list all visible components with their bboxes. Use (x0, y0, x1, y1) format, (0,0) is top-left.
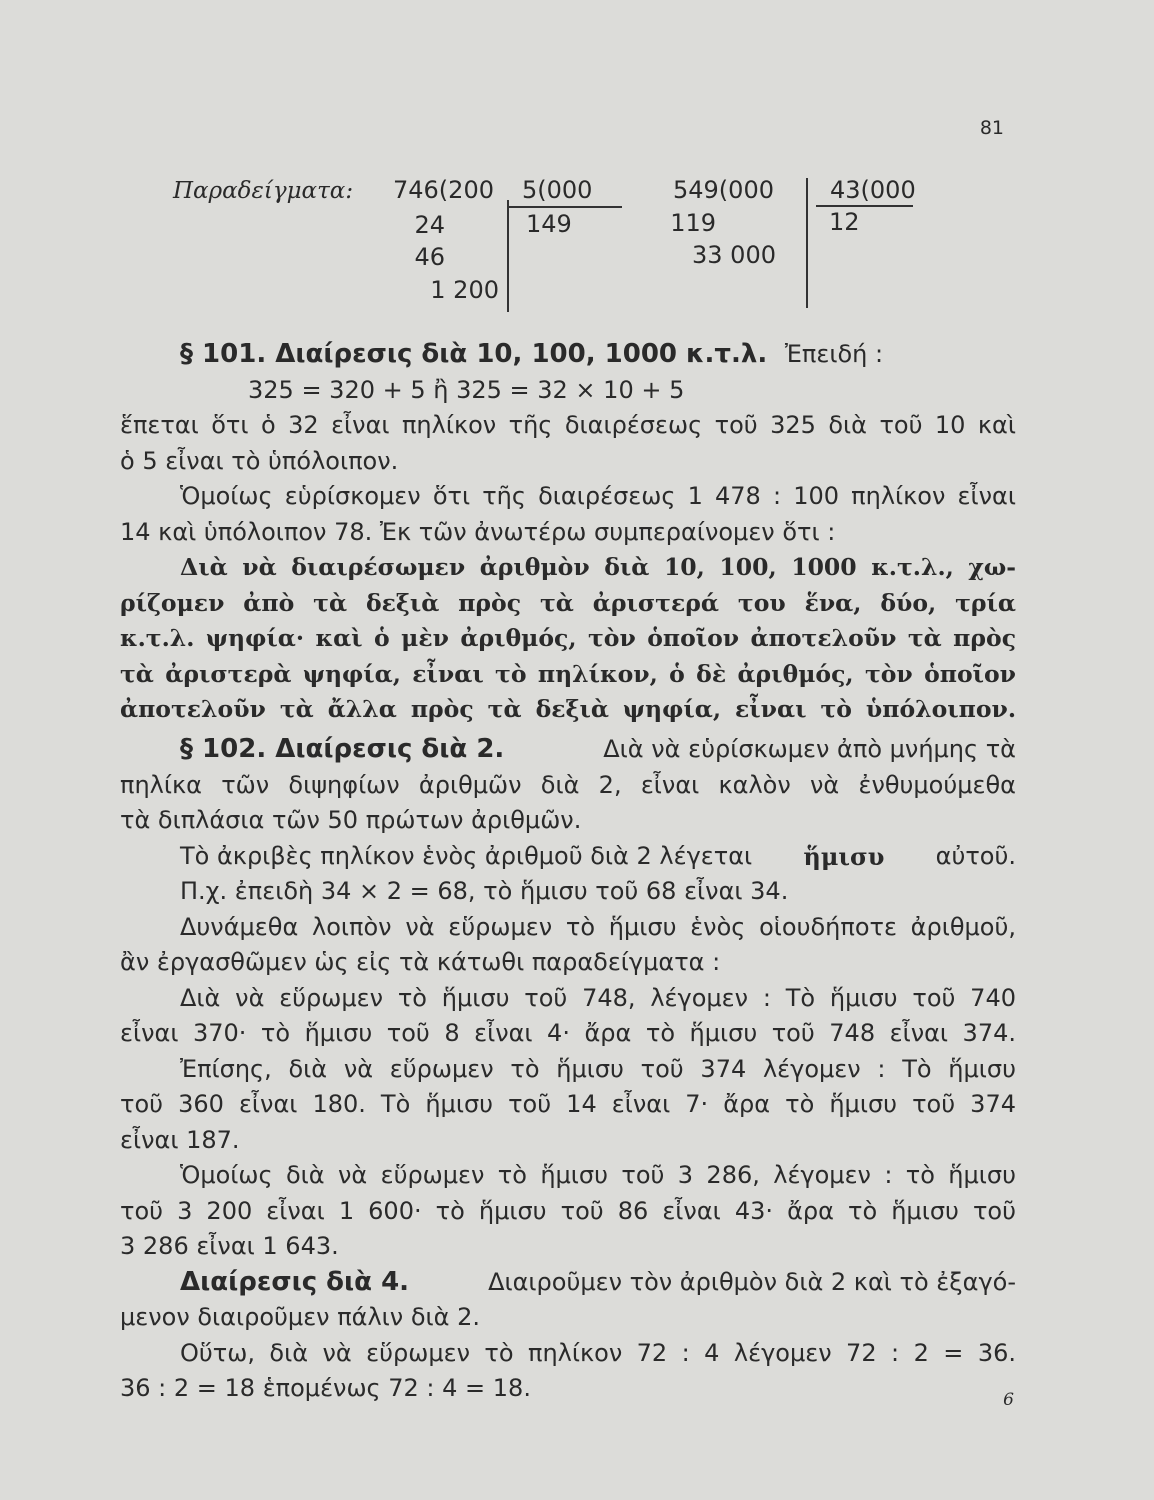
sec101-heading-tail: Ἐπειδή : (784, 340, 884, 368)
ex2-divisor: 43(000 (830, 176, 916, 204)
ex1-quotient: 149 (526, 210, 572, 238)
sec101-p1-line2: ὁ 5 εἶναι τὸ ὑπόλοιπον. (120, 446, 399, 475)
sec101-rule-line1: Διὰ νὰ διαιρέσωμεν ἀριθμὸν διὰ 10, 100, 1000 κ.τ.λ., χω- (180, 553, 1016, 581)
sec102-p3: Π.χ. ἐπειδὴ 34 × 2 = 68, τὸ ἥμισυ τοῦ 68 εἶναι 34. (180, 877, 789, 905)
ex2-divider-vertical (806, 178, 808, 308)
ex1-divider-vertical (507, 200, 509, 312)
sec102-intro-line3: τὰ διπλάσια τῶν 50 πρώτων ἀριθμῶν. (120, 806, 582, 834)
sec102-heading-line (120, 732, 1016, 768)
ex1-divider-horizontal (507, 206, 622, 208)
sec102-sub4-heading: Διαίρεσις διὰ 4. (180, 1266, 410, 1297)
ex1-step-2: 46 (414, 243, 445, 271)
ex2-step-2: 33 000 (692, 241, 776, 269)
sec102-p2-pre: Τὸ ἀκριβὲς πηλίκον ἑνὸς ἀριθμοῦ διὰ 2 λέγεται (180, 841, 753, 870)
sec102-p6-line3: εἶναι 187. (120, 1125, 240, 1154)
sec102-p4-line1: Δυνάμεθα λοιπὸν νὰ εὕρωμεν τὸ ἥμισυ ἑνὸς οἱουδήποτε ἀριθμοῦ, (180, 912, 1016, 941)
ex2-step-1: 119 (670, 209, 716, 237)
sec101-p2-line2: 14 καὶ ὑπόλοιπον 78. Ἐκ τῶν ἀνωτέρω συμπεραίνομεν ὅτι : (120, 517, 836, 546)
ex1-step-3: 1 200 (430, 276, 499, 304)
sec102-p2-post: αὐτοῦ. (935, 841, 1016, 870)
sec102-p9-line2: 36 : 2 = 18 ἑπομένως 72 : 4 = 18. (120, 1374, 531, 1402)
sec102-p9-line1: Οὕτω, διὰ νὰ εὕρωμεν τὸ πηλίκον 72 : 4 λέγομεν 72 : 2 = 36. (180, 1338, 1016, 1367)
sec102-p5-line2: εἶναι 370· τὸ ἥμισυ τοῦ 8 εἶναι 4· ἄρα τὸ ἥμισυ τοῦ 748 εἶναι 374. (120, 1019, 1016, 1047)
sec102-p2 (120, 839, 1016, 875)
sec102-p7-line2: τοῦ 3 200 εἶναι 1 600· τὸ ἥμισυ τοῦ 86 εἶναι 43· ἄρα τὸ ἥμισυ τοῦ (120, 1196, 1016, 1225)
ex2-quotient: 12 (829, 208, 860, 236)
sec101-equation: 325 = 320 + 5 ἢ 325 = 32 × 10 + 5 (248, 375, 685, 404)
sec102-heading: § 102. Διαίρεσις διὰ 2. (180, 734, 505, 764)
sec102-sub4-text: Διαιροῦμεν τὸν ἀριθμὸν διὰ 2 καὶ τὸ ἐξαγό- (488, 1267, 1016, 1296)
ex2-divider-horizontal (816, 205, 913, 207)
sec102-p7-line1: Ὁμοίως διὰ νὰ εὕρωμεν τὸ ἥμισυ τοῦ 3 286, λέγομεν : τὸ ἥμισυ (180, 1161, 1016, 1189)
sec101-heading-line (120, 337, 1016, 373)
section-102 (120, 732, 1016, 1407)
examples-label: Παραδείγματα: (173, 178, 354, 204)
sec102-p6-line1: Ἐπίσης, διὰ νὰ εὕρωμεν τὸ ἥμισυ τοῦ 374 λέγομεν : Τὸ ἥμισυ (180, 1054, 1016, 1083)
ex1-step-1: 24 (414, 211, 445, 239)
ex2-dividend: 549(000 (673, 176, 774, 204)
sec102-sub4-line1 (120, 1265, 1016, 1301)
sec101-rule-line3: κ.τ.λ. ψηφία· καὶ ὁ μὲν ἀριθμός, τὸν ὁποῖον ἀποτελοῦν τὰ πρὸς (120, 624, 1016, 652)
sec102-intro-line2: πηλίκα τῶν διψηφίων ἀριθμῶν διὰ 2, εἶναι καλὸν νὰ ἐνθυμούμεθα (120, 770, 1016, 799)
sec102-p6-line2: τοῦ 360 εἶναι 180. Τὸ ἥμισυ τοῦ 14 εἶναι 7· ἄρα τὸ ἥμισυ τοῦ 374 (120, 1090, 1016, 1118)
sec101-rule-line2: ρίζομεν ἀπὸ τὰ δεξιὰ πρὸς τὰ ἀριστερά του ἕνα, δύο, τρία (120, 588, 1016, 617)
sec102-p7-line3: 3 286 εἶναι 1 643. (120, 1232, 339, 1260)
sec102-p4-line2: ἂν ἐργασθῶμεν ὡς εἰς τὰ κάτωθι παραδείγματα : (120, 948, 721, 976)
page-number: 81 (979, 117, 1004, 139)
sec101-p1-line1: ἕπεται ὅτι ὁ 32 εἶναι πηλίκον τῆς διαιρέσεως τοῦ 325 διὰ τοῦ 10 καὶ (120, 411, 1016, 439)
signature-mark: 6 (1003, 1390, 1014, 1410)
sec102-sub4-line2: μενον διαιροῦμεν πάλιν διὰ 2. (120, 1303, 480, 1331)
sec101-rule-line4: τὰ ἀριστερὰ ψηφία, εἶναι τὸ πηλίκον, ὁ δὲ ἀριθμός, τὸν ὁποῖον (120, 659, 1016, 688)
sec102-heading-text: Διὰ νὰ εὑρίσκωμεν ἀπὸ μνήμης τὰ (603, 735, 1016, 763)
ex1-divisor: 5(000 (522, 176, 593, 204)
sec102-p5-line1: Διὰ νὰ εὕρωμεν τὸ ἥμισυ τοῦ 748, λέγομεν : Τὸ ἥμισυ τοῦ 740 (180, 983, 1016, 1012)
sec101-rule-line5: ἀποτελοῦν τὰ ἄλλα πρὸς τὰ δεξιὰ ψηφία, εἶναι τὸ ὑπόλοιπον. (120, 695, 1016, 723)
sec101-heading: § 101. Διαίρεσις διὰ 10, 100, 1000 κ.τ.λ. (180, 339, 768, 369)
sec101-p2-line1: Ὁμοίως εὑρίσκομεν ὅτι τῆς διαιρέσεως 1 478 : 100 πηλίκον εἶναι (180, 482, 1016, 510)
sec102-p2-term: ἥμισυ (803, 841, 885, 871)
section-101 (120, 337, 1016, 728)
ex1-dividend: 746(200 (393, 176, 494, 204)
